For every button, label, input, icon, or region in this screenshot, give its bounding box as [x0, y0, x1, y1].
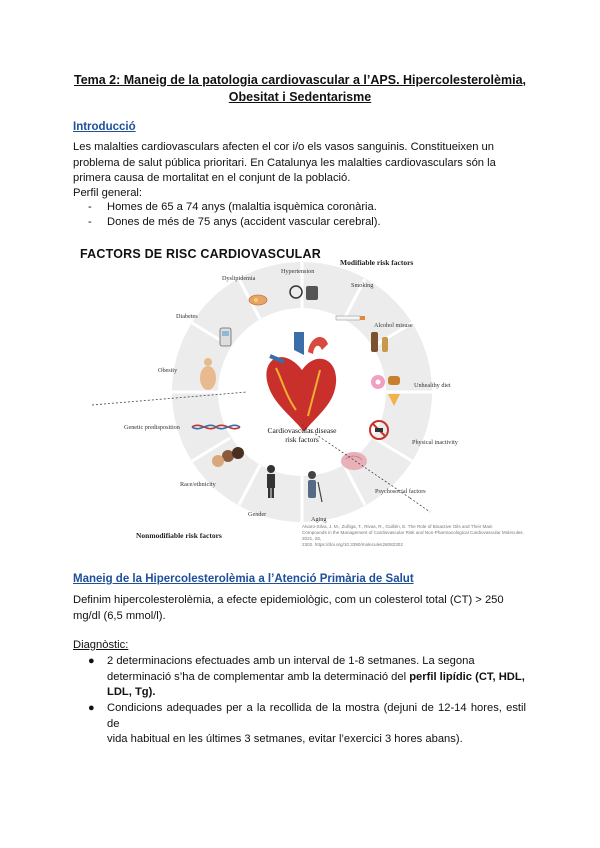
intro-line-2: problema de salut pública prioritari. En Catalunya les malalties cardiovasculars són la [73, 156, 496, 169]
intro-paragraph [73, 140, 526, 187]
label-gender: Gender [248, 511, 267, 518]
label-psychosocial: Psychosocial factors [375, 488, 426, 495]
diagnostic-label: Diagnòstic: [73, 639, 129, 651]
label-hypertension: Hypertension [281, 268, 315, 275]
diagnostic-item-1-text: determinació s’ha de complementar amb la determinació del [107, 670, 410, 683]
dash-marker: - [88, 216, 92, 228]
citation-line-3: 2302. https://doi.org/10.3390/molecules26082302 [302, 542, 403, 547]
lipid-profile-text: perfil lipídic (CT, HDL, [409, 670, 525, 683]
glucose-meter-icon [220, 328, 231, 346]
diagnostic-item-1-line-1: 2 determinacions efectuades amb un interval de 1-8 setmanes. La segona [107, 655, 475, 667]
lipid-profile-text-end: LDL, Tg). [107, 686, 156, 698]
definition-line-2: mg/dl (6,5 mmol/l). [73, 609, 166, 622]
diagnostic-item-2-line-2: vida habitual en les últimes 3 setmanes, evitar l’exercici 3 hores abans). [107, 733, 463, 745]
figure-citation [302, 524, 530, 548]
profile-item-men: Homes de 65 a 74 anys (malaltia isquèmica coronària. [107, 201, 377, 213]
citation-line-1: Alvaro-Silva, J. M., Zuñiga, T., Rivas, R., Guillén, E. The Role of Bioactive Oils and Their Main [302, 524, 493, 529]
citation-line-2: Compounds in the Management of Cardiovascular Risk and Non-Pharmacological Cardiovascular Molecules. 2021, 26, [302, 530, 524, 541]
document-title [70, 72, 530, 106]
label-aging: Aging [311, 516, 327, 523]
label-race: Race/ethnicity [180, 481, 216, 488]
profile-label: Perfil general: [73, 187, 143, 199]
label-unhealthy-diet: Unhealthy diet [414, 382, 451, 389]
risk-factor-wheel [72, 240, 532, 550]
hyper-definition [73, 593, 526, 624]
center-label [257, 426, 347, 444]
definition-line-1: Definim hipercolesterolèmia, a efecte epidemiològic, com un colesterol total (CT) > 250 [73, 594, 504, 606]
label-alcohol: Alcohol misuse [374, 322, 413, 329]
dash-marker: - [88, 201, 92, 213]
label-physical-inactivity: Physical inactivity [412, 439, 458, 446]
diagnostic-item-1 [107, 654, 526, 701]
brain-icon [341, 452, 367, 470]
intro-line-3: primera causa de mortalitat en el conjunt de la població. [73, 172, 351, 184]
center-label-line-1: Cardiovascular disease [267, 426, 337, 435]
title-line-2: Obesitat i Sedentarisme [228, 90, 372, 104]
diagnostic-item-2 [107, 701, 526, 748]
nonmodifiable-label: Nonmodifiable risk factors [136, 531, 222, 540]
label-smoking: Smoking [351, 282, 374, 289]
figure-title: FACTORS DE RISC CARDIOVASCULAR [80, 247, 321, 261]
label-diabetes: Diabetes [176, 313, 198, 320]
label-genetic: Genetic predisposition [124, 424, 180, 431]
center-label-line-2: risk factors [285, 435, 319, 444]
bullet-marker: ● [88, 702, 95, 714]
cholesterol-vessel-icon [249, 295, 267, 305]
label-dyslipidemia: Dyslipidemia [222, 275, 256, 282]
bullet-marker: ● [88, 655, 95, 667]
hyper-heading: Maneig de la Hipercolesterolèmia a l’Atenció Primària de Salut [73, 573, 414, 585]
intro-heading: Introducció [73, 121, 136, 133]
modifiable-label: Modifiable risk factors [340, 258, 414, 267]
label-obesity: Obesity [158, 367, 178, 374]
profile-item-women: Dones de més de 75 anys (accident vascular cerebral). [107, 216, 381, 228]
intro-line-1: Les malalties cardiovasculars afecten el cor i/o els vasos sanguinis. Constitueixen un [73, 141, 494, 153]
title-line-1: Tema 2: Maneig de la patologia cardiovascular a l’APS. Hipercolesterolèmia, [73, 73, 526, 87]
diagnostic-item-1-line-2 [107, 670, 526, 686]
diagnostic-item-2-line-1: Condicions adequades per a la recollida de la mostra (dejuni de 12-14 hores, estil de [107, 702, 526, 730]
cigarette-icon [336, 316, 365, 320]
